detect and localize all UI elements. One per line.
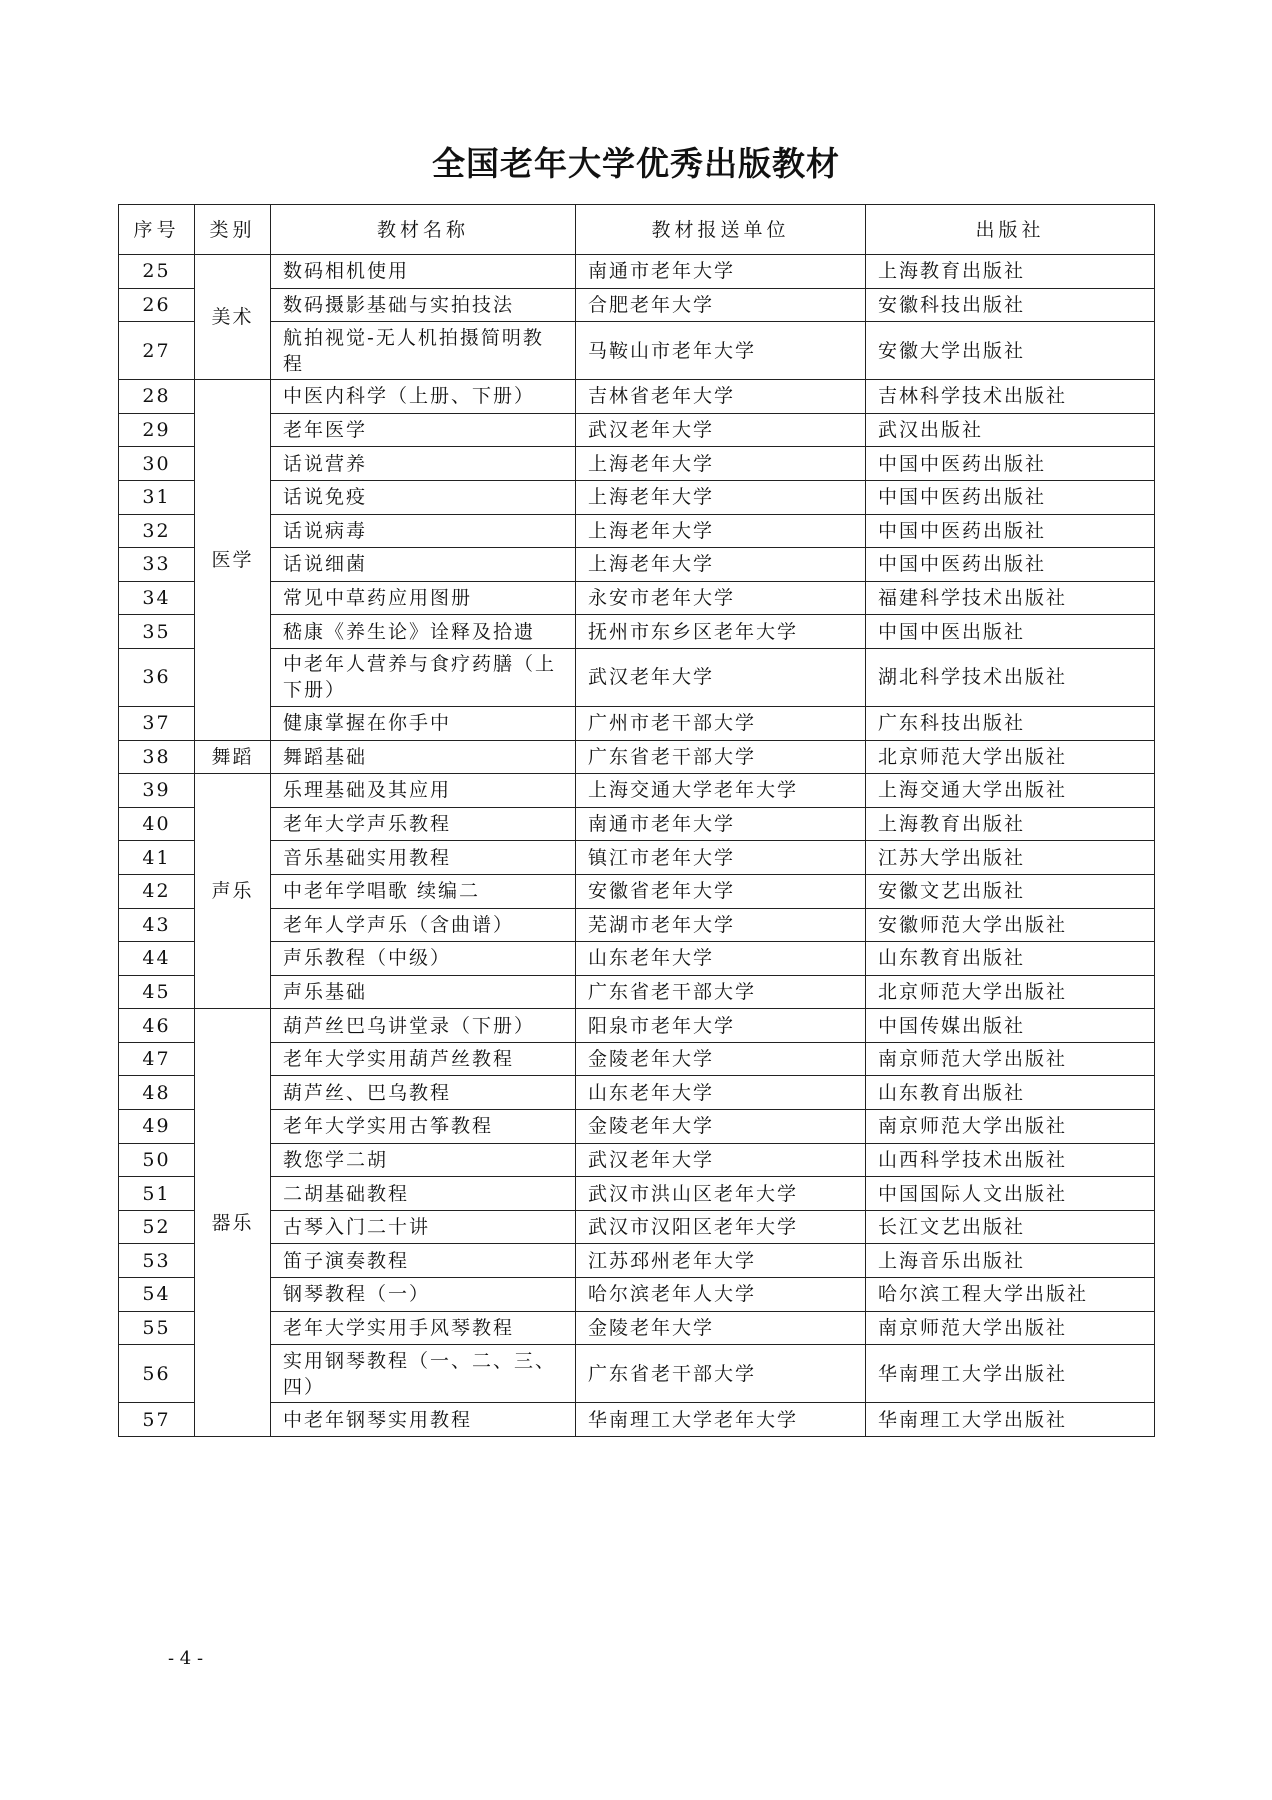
textbook-name-cell: 笛子演奏教程	[271, 1244, 576, 1278]
submitting-unit-cell: 华南理工大学老年大学	[576, 1403, 866, 1437]
table-row	[119, 255, 1155, 289]
textbook-name-cell: 音乐基础实用教程	[271, 841, 576, 875]
serial-number-cell: 41	[119, 841, 195, 875]
serial-number-cell: 28	[119, 380, 195, 414]
serial-number-cell: 55	[119, 1311, 195, 1345]
submitting-unit-cell: 广东省老干部大学	[576, 740, 866, 774]
submitting-unit-cell: 武汉老年大学	[576, 1143, 866, 1177]
textbook-table	[118, 204, 1155, 1437]
publisher-cell: 山东教育出版社	[866, 1076, 1155, 1110]
header-serial: 序号	[119, 205, 195, 255]
publisher-cell: 中国国际人文出版社	[866, 1177, 1155, 1211]
textbook-name-cell: 钢琴教程（一）	[271, 1278, 576, 1312]
table-row	[119, 706, 1155, 740]
table-row	[119, 1110, 1155, 1144]
textbook-name-cell: 声乐教程（中级）	[271, 942, 576, 976]
serial-number-cell: 45	[119, 975, 195, 1009]
textbook-name-cell: 话说免疫	[271, 480, 576, 514]
table-row	[119, 1143, 1155, 1177]
textbook-name-cell: 中医内科学（上册、下册）	[271, 380, 576, 414]
table-row	[119, 807, 1155, 841]
textbook-name-cell: 葫芦丝巴乌讲堂录（下册）	[271, 1009, 576, 1043]
submitting-unit-cell: 广州市老干部大学	[576, 706, 866, 740]
textbook-name-cell: 声乐基础	[271, 975, 576, 1009]
serial-number-cell: 35	[119, 615, 195, 649]
table-row	[119, 1009, 1155, 1043]
publisher-cell: 北京师范大学出版社	[866, 975, 1155, 1009]
textbook-name-cell: 中老年钢琴实用教程	[271, 1403, 576, 1437]
publisher-cell: 中国中医药出版社	[866, 548, 1155, 582]
table-row	[119, 1311, 1155, 1345]
submitting-unit-cell: 南通市老年大学	[576, 255, 866, 289]
publisher-cell: 南京师范大学出版社	[866, 1311, 1155, 1345]
submitting-unit-cell: 安徽省老年大学	[576, 874, 866, 908]
publisher-cell: 上海音乐出版社	[866, 1244, 1155, 1278]
textbook-name-cell: 二胡基础教程	[271, 1177, 576, 1211]
textbook-name-cell: 乐理基础及其应用	[271, 774, 576, 808]
textbook-name-cell: 话说细菌	[271, 548, 576, 582]
textbook-name-cell: 航拍视觉-无人机拍摄简明教程	[271, 322, 576, 380]
serial-number-cell: 39	[119, 774, 195, 808]
table-row	[119, 740, 1155, 774]
submitting-unit-cell: 武汉市洪山区老年大学	[576, 1177, 866, 1211]
submitting-unit-cell: 永安市老年大学	[576, 581, 866, 615]
header-publisher: 出版社	[866, 205, 1155, 255]
submitting-unit-cell: 上海老年大学	[576, 480, 866, 514]
textbook-name-cell: 古琴入门二十讲	[271, 1210, 576, 1244]
category-cell: 器乐	[195, 1009, 271, 1437]
table-row	[119, 1403, 1155, 1437]
publisher-cell: 山东教育出版社	[866, 942, 1155, 976]
publisher-cell: 山西科学技术出版社	[866, 1143, 1155, 1177]
serial-number-cell: 36	[119, 648, 195, 706]
serial-number-cell: 56	[119, 1345, 195, 1403]
table-row	[119, 615, 1155, 649]
serial-number-cell: 34	[119, 581, 195, 615]
serial-number-cell: 48	[119, 1076, 195, 1110]
serial-number-cell: 43	[119, 908, 195, 942]
publisher-cell: 湖北科学技术出版社	[866, 648, 1155, 706]
publisher-cell: 广东科技出版社	[866, 706, 1155, 740]
textbook-name-cell: 嵇康《养生论》诠释及拾遗	[271, 615, 576, 649]
publisher-cell: 安徽文艺出版社	[866, 874, 1155, 908]
publisher-cell: 南京师范大学出版社	[866, 1110, 1155, 1144]
publisher-cell: 上海教育出版社	[866, 807, 1155, 841]
serial-number-cell: 30	[119, 447, 195, 481]
textbook-name-cell: 舞蹈基础	[271, 740, 576, 774]
serial-number-cell: 51	[119, 1177, 195, 1211]
submitting-unit-cell: 武汉老年大学	[576, 413, 866, 447]
publisher-cell: 南京师范大学出版社	[866, 1042, 1155, 1076]
publisher-cell: 中国中医药出版社	[866, 447, 1155, 481]
submitting-unit-cell: 马鞍山市老年大学	[576, 322, 866, 380]
publisher-cell: 江苏大学出版社	[866, 841, 1155, 875]
textbook-name-cell: 中老年学唱歌 续编二	[271, 874, 576, 908]
publisher-cell: 上海交通大学出版社	[866, 774, 1155, 808]
table-row	[119, 1278, 1155, 1312]
textbook-name-cell: 老年大学实用手风琴教程	[271, 1311, 576, 1345]
document-title: 全国老年大学优秀出版教材	[432, 144, 840, 183]
publisher-cell: 安徽科技出版社	[866, 288, 1155, 322]
table-row	[119, 548, 1155, 582]
submitting-unit-cell: 合肥老年大学	[576, 288, 866, 322]
header-category: 类别	[195, 205, 271, 255]
textbook-name-cell: 老年大学实用古筝教程	[271, 1110, 576, 1144]
submitting-unit-cell: 上海老年大学	[576, 447, 866, 481]
publisher-cell: 中国传媒出版社	[866, 1009, 1155, 1043]
publisher-cell: 武汉出版社	[866, 413, 1155, 447]
textbook-name-cell: 老年医学	[271, 413, 576, 447]
textbook-name-cell: 数码摄影基础与实拍技法	[271, 288, 576, 322]
textbook-name-cell: 实用钢琴教程（一、二、三、四）	[271, 1345, 576, 1403]
table-row	[119, 480, 1155, 514]
publisher-cell: 中国中医药出版社	[866, 514, 1155, 548]
table-row	[119, 975, 1155, 1009]
publisher-cell: 福建科学技术出版社	[866, 581, 1155, 615]
table-row	[119, 908, 1155, 942]
submitting-unit-cell: 阳泉市老年大学	[576, 1009, 866, 1043]
table-row	[119, 288, 1155, 322]
table-row	[119, 1244, 1155, 1278]
textbook-name-cell: 话说营养	[271, 447, 576, 481]
header-textbook-name: 教材名称	[271, 205, 576, 255]
table-body	[119, 255, 1155, 1437]
serial-number-cell: 47	[119, 1042, 195, 1076]
serial-number-cell: 37	[119, 706, 195, 740]
publisher-cell: 上海教育出版社	[866, 255, 1155, 289]
serial-number-cell: 49	[119, 1110, 195, 1144]
textbook-name-cell: 中老年人营养与食疗药膳（上下册）	[271, 648, 576, 706]
table-row	[119, 1076, 1155, 1110]
page-number: - 4 -	[168, 1648, 204, 1669]
textbook-name-cell: 葫芦丝、巴乌教程	[271, 1076, 576, 1110]
textbook-name-cell: 数码相机使用	[271, 255, 576, 289]
table-row	[119, 514, 1155, 548]
serial-number-cell: 44	[119, 942, 195, 976]
submitting-unit-cell: 芜湖市老年大学	[576, 908, 866, 942]
serial-number-cell: 38	[119, 740, 195, 774]
submitting-unit-cell: 抚州市东乡区老年大学	[576, 615, 866, 649]
table-row	[119, 380, 1155, 414]
textbook-name-cell: 教您学二胡	[271, 1143, 576, 1177]
serial-number-cell: 52	[119, 1210, 195, 1244]
submitting-unit-cell: 镇江市老年大学	[576, 841, 866, 875]
serial-number-cell: 31	[119, 480, 195, 514]
serial-number-cell: 32	[119, 514, 195, 548]
publisher-cell: 中国中医出版社	[866, 615, 1155, 649]
submitting-unit-cell: 武汉市汉阳区老年大学	[576, 1210, 866, 1244]
submitting-unit-cell: 山东老年大学	[576, 1076, 866, 1110]
table-row	[119, 1210, 1155, 1244]
serial-number-cell: 25	[119, 255, 195, 289]
publisher-cell: 吉林科学技术出版社	[866, 380, 1155, 414]
serial-number-cell: 57	[119, 1403, 195, 1437]
serial-number-cell: 33	[119, 548, 195, 582]
category-cell: 医学	[195, 380, 271, 740]
table-row	[119, 447, 1155, 481]
submitting-unit-cell: 广东省老干部大学	[576, 975, 866, 1009]
serial-number-cell: 42	[119, 874, 195, 908]
serial-number-cell: 54	[119, 1278, 195, 1312]
submitting-unit-cell: 哈尔滨老年人大学	[576, 1278, 866, 1312]
publisher-cell: 中国中医药出版社	[866, 480, 1155, 514]
serial-number-cell: 53	[119, 1244, 195, 1278]
textbook-name-cell: 话说病毒	[271, 514, 576, 548]
publisher-cell: 长江文艺出版社	[866, 1210, 1155, 1244]
table-row	[119, 322, 1155, 380]
table-row	[119, 413, 1155, 447]
publisher-cell: 安徽大学出版社	[866, 322, 1155, 380]
publisher-cell: 华南理工大学出版社	[866, 1345, 1155, 1403]
table-row	[119, 1042, 1155, 1076]
publisher-cell: 北京师范大学出版社	[866, 740, 1155, 774]
serial-number-cell: 27	[119, 322, 195, 380]
table-row	[119, 774, 1155, 808]
serial-number-cell: 29	[119, 413, 195, 447]
serial-number-cell: 40	[119, 807, 195, 841]
table-row	[119, 841, 1155, 875]
textbook-name-cell: 老年人学声乐（含曲谱）	[271, 908, 576, 942]
submitting-unit-cell: 广东省老干部大学	[576, 1345, 866, 1403]
submitting-unit-cell: 吉林省老年大学	[576, 380, 866, 414]
submitting-unit-cell: 武汉老年大学	[576, 648, 866, 706]
header-submitting-unit: 教材报送单位	[576, 205, 866, 255]
table-row	[119, 1345, 1155, 1403]
submitting-unit-cell: 金陵老年大学	[576, 1110, 866, 1144]
submitting-unit-cell: 山东老年大学	[576, 942, 866, 976]
serial-number-cell: 46	[119, 1009, 195, 1043]
submitting-unit-cell: 上海老年大学	[576, 514, 866, 548]
textbook-name-cell: 老年大学实用葫芦丝教程	[271, 1042, 576, 1076]
table-row	[119, 1177, 1155, 1211]
publisher-cell: 哈尔滨工程大学出版社	[866, 1278, 1155, 1312]
submitting-unit-cell: 上海老年大学	[576, 548, 866, 582]
table-row	[119, 581, 1155, 615]
submitting-unit-cell: 金陵老年大学	[576, 1311, 866, 1345]
publisher-cell: 华南理工大学出版社	[866, 1403, 1155, 1437]
category-cell: 舞蹈	[195, 740, 271, 774]
publisher-cell: 安徽师范大学出版社	[866, 908, 1155, 942]
category-cell: 美术	[195, 255, 271, 380]
submitting-unit-cell: 金陵老年大学	[576, 1042, 866, 1076]
serial-number-cell: 26	[119, 288, 195, 322]
table-row	[119, 874, 1155, 908]
category-cell: 声乐	[195, 774, 271, 1009]
table-header-row	[119, 205, 1155, 255]
table-row	[119, 648, 1155, 706]
submitting-unit-cell: 江苏邳州老年大学	[576, 1244, 866, 1278]
submitting-unit-cell: 上海交通大学老年大学	[576, 774, 866, 808]
textbook-name-cell: 老年大学声乐教程	[271, 807, 576, 841]
submitting-unit-cell: 南通市老年大学	[576, 807, 866, 841]
table-row	[119, 942, 1155, 976]
serial-number-cell: 50	[119, 1143, 195, 1177]
textbook-name-cell: 常见中草药应用图册	[271, 581, 576, 615]
textbook-name-cell: 健康掌握在你手中	[271, 706, 576, 740]
